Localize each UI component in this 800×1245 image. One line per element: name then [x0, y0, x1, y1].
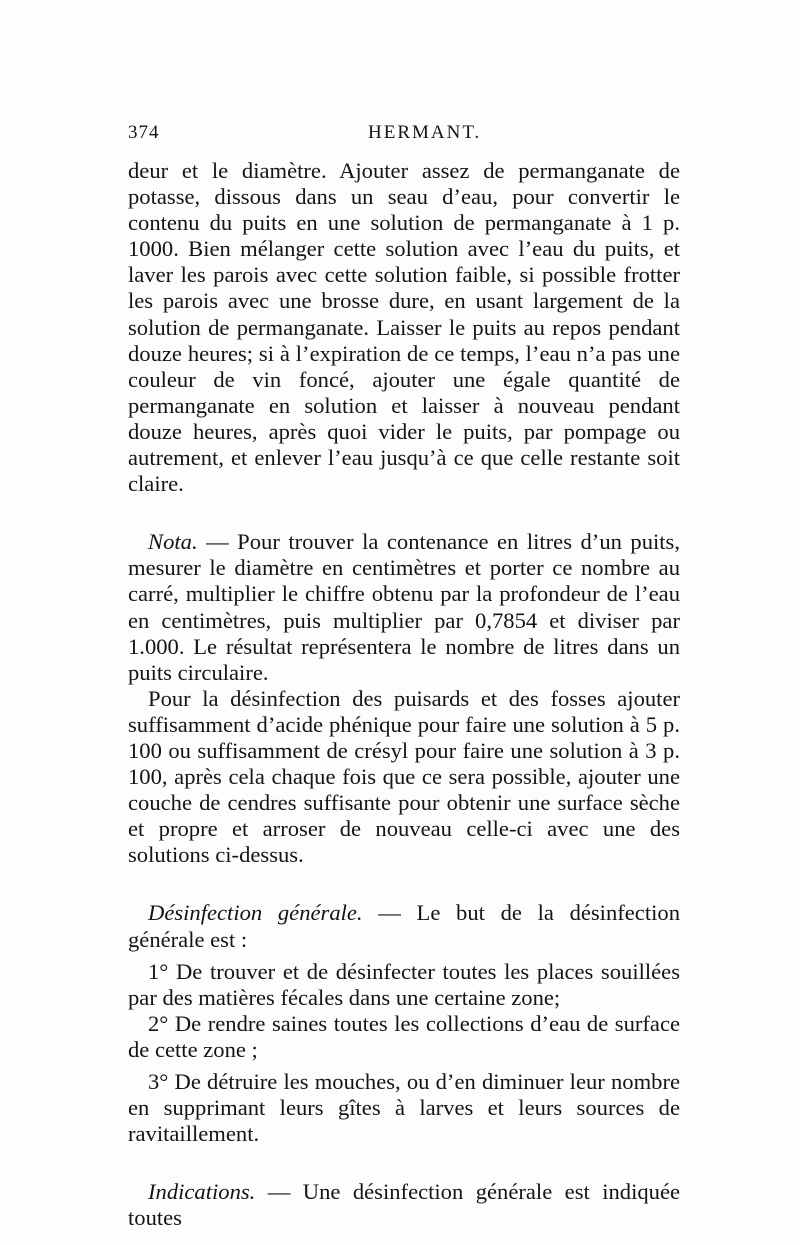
indications-label: Indications. [148, 1179, 256, 1205]
list-item-3: 3° De détruire les mouches, ou d’en diminuer leur nombre en supprimant leurs gîtes à larves et leurs sources de ravitaillement. [128, 1069, 680, 1147]
nota-text: — Pour trouver la contenance en litres d’un puits, mesurer le diamètre en centimètres et porter ce nombre au carré, multiplier le chiffre obtenu par la profondeur de l’eau en centimètres, puis multiplier par 0,7854 et diviser par 1.000. Le résultat représentera le nombre de litres dans un puits circulaire. [128, 529, 680, 685]
running-head: HERMANT. [368, 122, 482, 143]
nota-label: Nota. [148, 529, 198, 555]
desinfection-generale-label: Désinfection générale. [148, 900, 363, 926]
page-number: 374 [128, 122, 160, 143]
paragraph-desinfection-generale [128, 900, 680, 952]
desinfection-generale-text: — Le but de la désinfection générale est : [128, 900, 680, 952]
paragraph-nota [128, 529, 680, 686]
list-item-2: 2° De rendre saines toutes les collections d’eau de surface de cette zone ; [128, 1010, 680, 1062]
paragraph-indications [128, 1179, 680, 1231]
main-text [128, 158, 680, 1231]
paragraph-puisards: Pour la désinfection des puisards et des fosses ajouter suffisamment d’acide phénique pour faire une solution à 5 p. 100 ou suffisamment de crésyl pour faire une solution à 3 p. 100, après cela chaque fois que ce sera possible, ajouter une couche de cendres suffisante pour obtenir une surface sèche et propre et arroser de nouveau celle-ci avec une des solutions ci-dessus. [128, 685, 680, 868]
list-item-1: 1° De trouver et de désinfecter toutes les places souillées par des matières fécales dans une certaine zone; [128, 958, 680, 1010]
page-header [128, 122, 678, 148]
indications-text: — Une désinfection générale est indiquée toutes [128, 1179, 680, 1231]
paragraph-permanganate: deur et le diamètre. Ajouter assez de permanganate de potasse, dissous dans un seau d’eau, pour convertir le contenu du puits en une solution de permanganate à 1 p. 1000. Bien mélanger cette solution avec l’eau du puits, et laver les parois avec cette solution faible, si possible frotter les parois avec une brosse dure, en usant largement de la solution de permanganate. Laisser le puits au repos pendant douze heures; si à l’expiration de ce temps, l’eau n’a pas une couleur de vin foncé, ajouter une égale quantité de permanganate en solution et laisser à nouveau pendant douze heures, après quoi vider le puits, par pompage ou autrement, et enlever l’eau jusqu’à ce que celle restante soit claire. [128, 158, 680, 497]
